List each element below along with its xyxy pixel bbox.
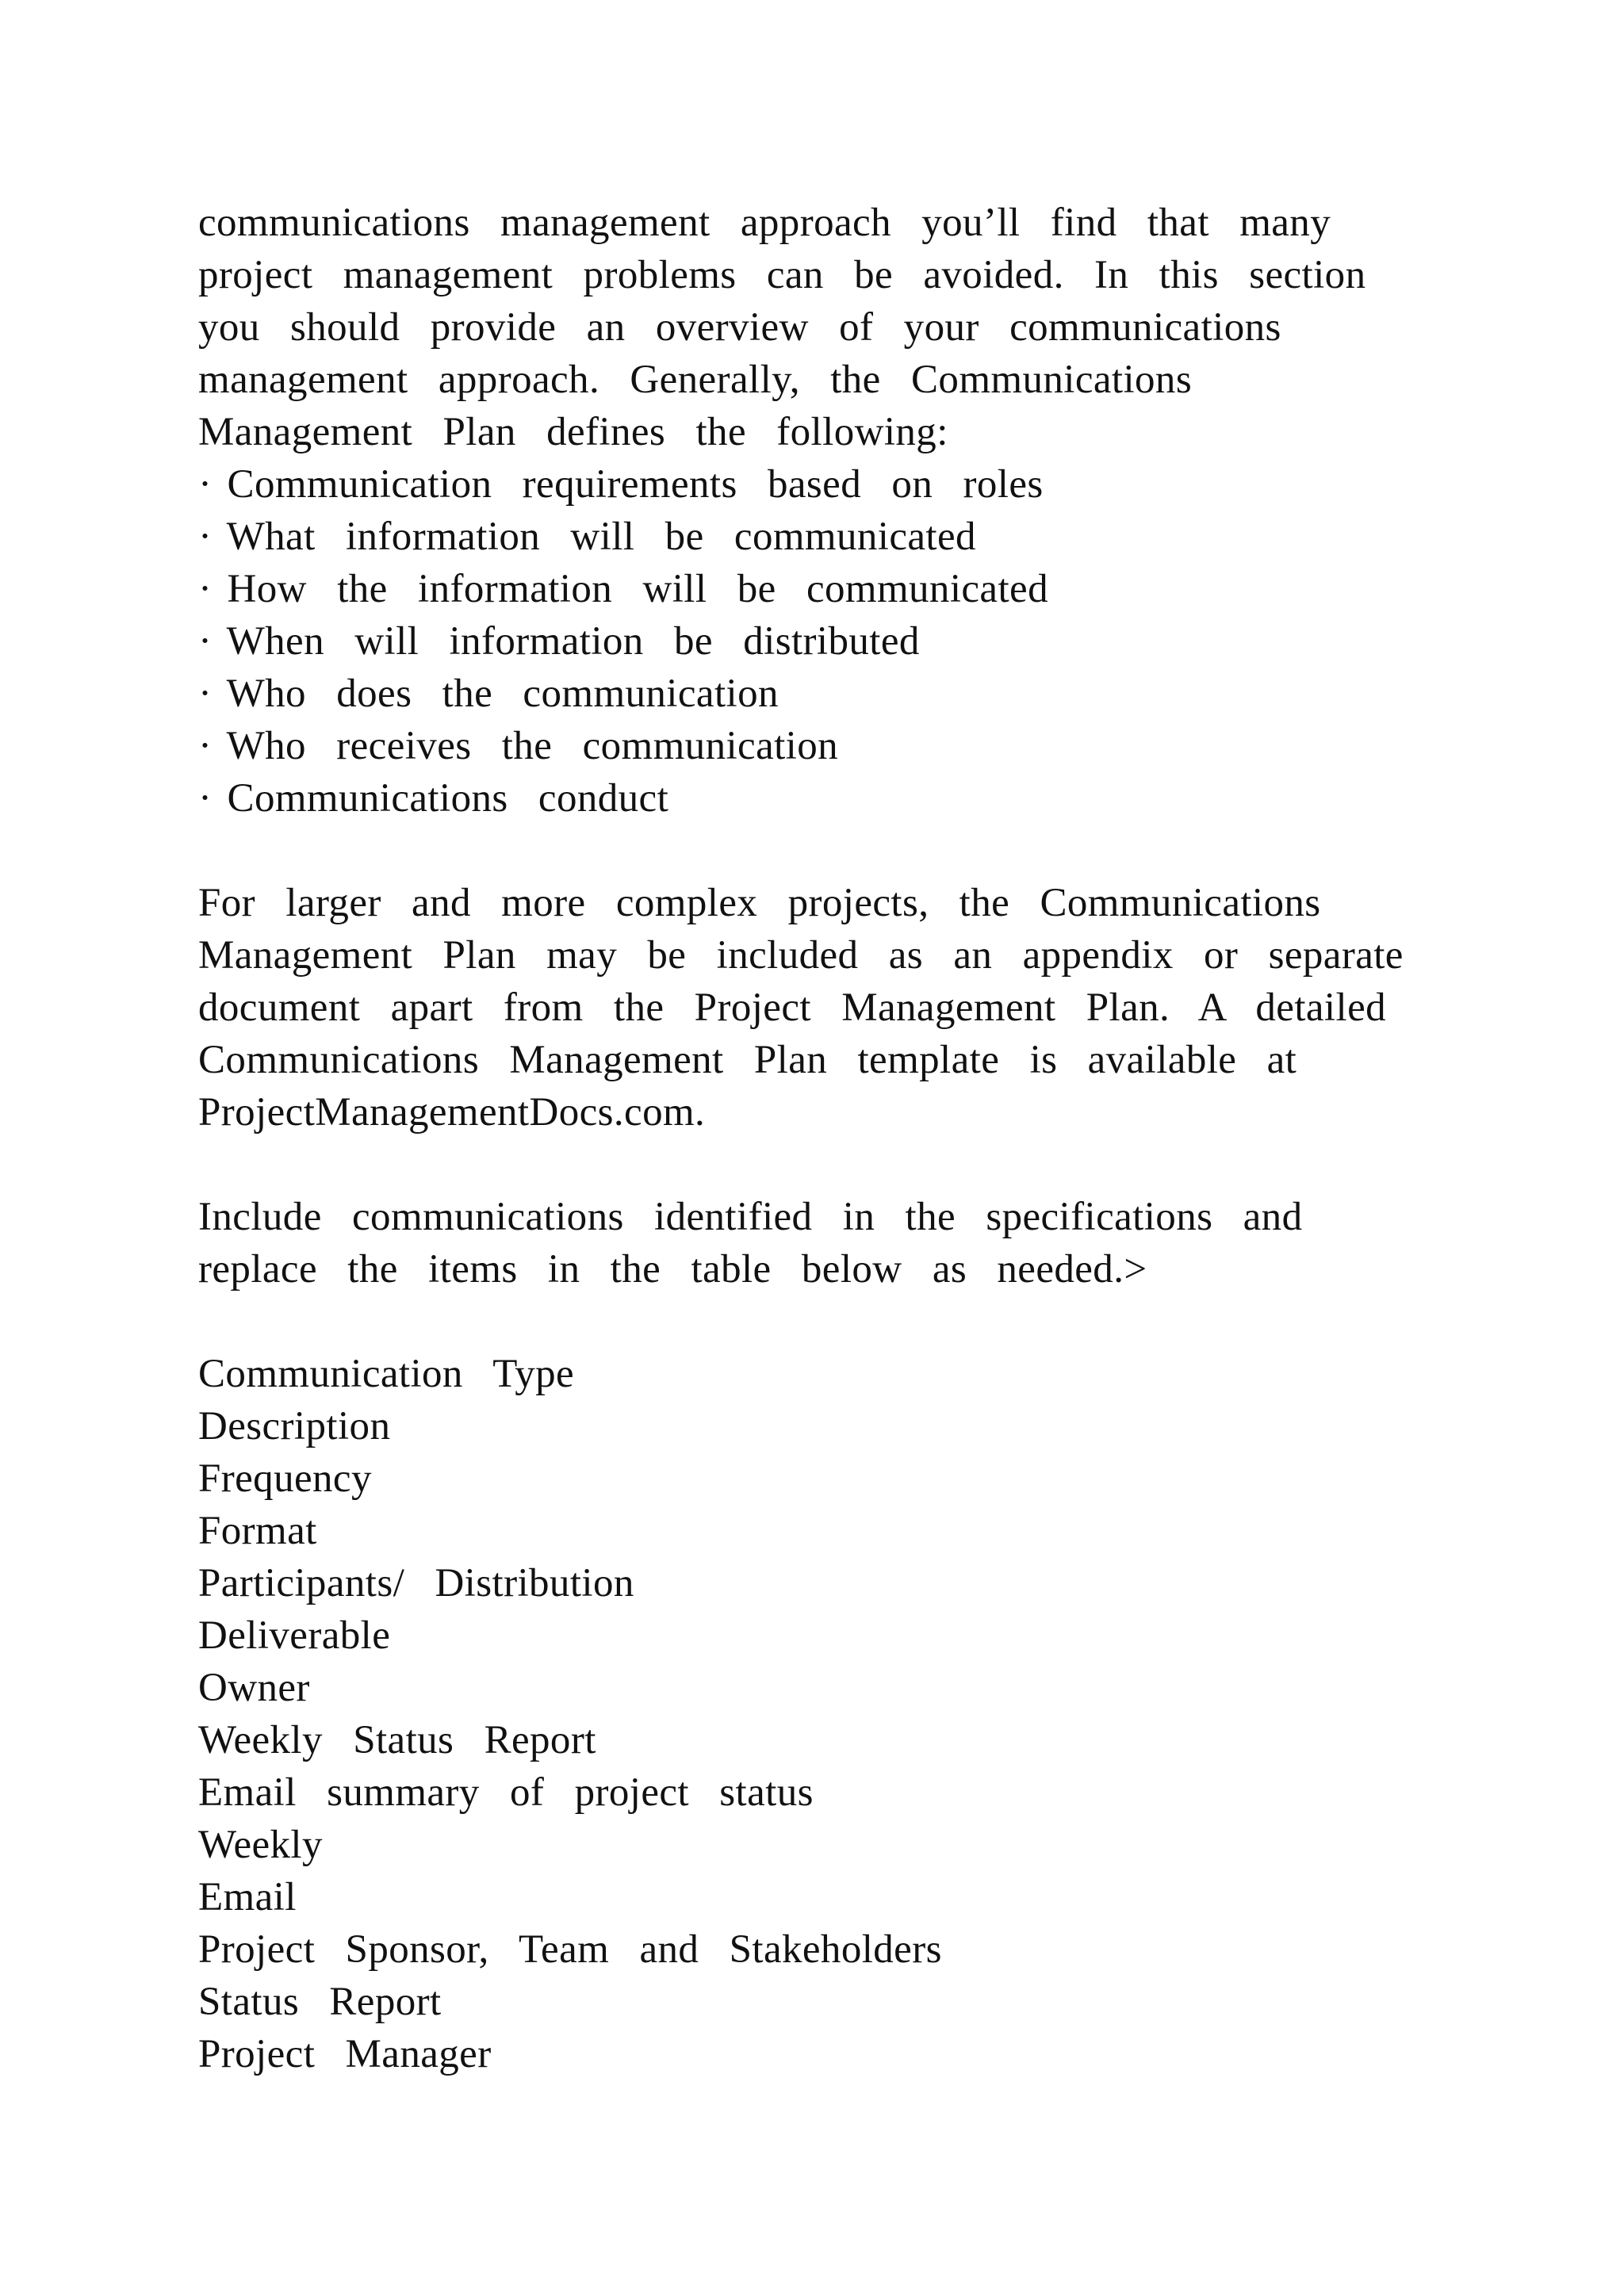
document-body — [198, 197, 1467, 2080]
table-header-participants: Participants/ Distribution — [198, 1561, 634, 1605]
text-line: ProjectManagementDocs.com. — [198, 1090, 706, 1135]
paragraph-gap — [198, 1138, 1467, 1191]
table-header-description: Description — [198, 1404, 391, 1448]
paragraph-gap — [198, 825, 1467, 877]
table-header-format: Format — [198, 1509, 317, 1553]
table-cell: Project Sponsor, Team and Stakeholders — [198, 1927, 942, 1972]
text-line: Include communications identified in the specifications and — [198, 1195, 1303, 1239]
table-row — [198, 1714, 1467, 2080]
paragraph-gap — [198, 1295, 1467, 1348]
text-line: replace the items in the table below as needed.> — [198, 1247, 1147, 1292]
table-cell: Status Report — [198, 1980, 442, 2024]
larger-projects-paragraph — [198, 877, 1467, 1138]
text-line: document apart from the Project Management Plan. A detailed — [198, 985, 1387, 1030]
table-header-communication-type: Communication Type — [198, 1352, 575, 1396]
bullet-item: · Communications conduct — [198, 776, 669, 821]
table-header-deliverable: Deliverable — [198, 1613, 391, 1658]
table-header-owner: Owner — [198, 1666, 310, 1710]
table-cell: Email summary of project status — [198, 1770, 814, 1815]
text-line: For larger and more complex projects, the Communications — [198, 881, 1321, 925]
bullet-item: · Who does the communication — [198, 672, 779, 716]
text-line: project management problems can be avoided. In this section — [198, 253, 1366, 297]
bullet-item: · What information will be communicated — [198, 515, 976, 559]
bullet-item: · When will information be distributed — [198, 619, 920, 664]
table-cell: Email — [198, 1875, 297, 1919]
bullet-item: · Communication requirements based on roles — [198, 462, 1044, 507]
text-line: Management Plan may be included as an appendix or separate — [198, 933, 1404, 978]
text-line: Management Plan defines the following: — [198, 410, 948, 454]
table-header-frequency: Frequency — [198, 1456, 372, 1501]
bullet-item: · How the information will be communicated — [198, 567, 1048, 611]
text-line: Communications Management Plan template is available at — [198, 1038, 1297, 1082]
text-line: communications management approach you’ll find that many — [198, 201, 1331, 245]
table-header-cells — [198, 1348, 1467, 1714]
text-line: management approach. Generally, the Communications — [198, 358, 1193, 402]
table-cell: Weekly — [198, 1823, 323, 1867]
bullet-item: · Who receives the communication — [198, 724, 839, 768]
bullet-list — [198, 458, 1467, 825]
intro-paragraph — [198, 197, 1467, 458]
table-cell: Project Manager — [198, 2032, 492, 2076]
include-communications-paragraph — [198, 1191, 1467, 1295]
table-cell: Weekly Status Report — [198, 1718, 596, 1762]
text-line: you should provide an overview of your communications — [198, 305, 1281, 350]
